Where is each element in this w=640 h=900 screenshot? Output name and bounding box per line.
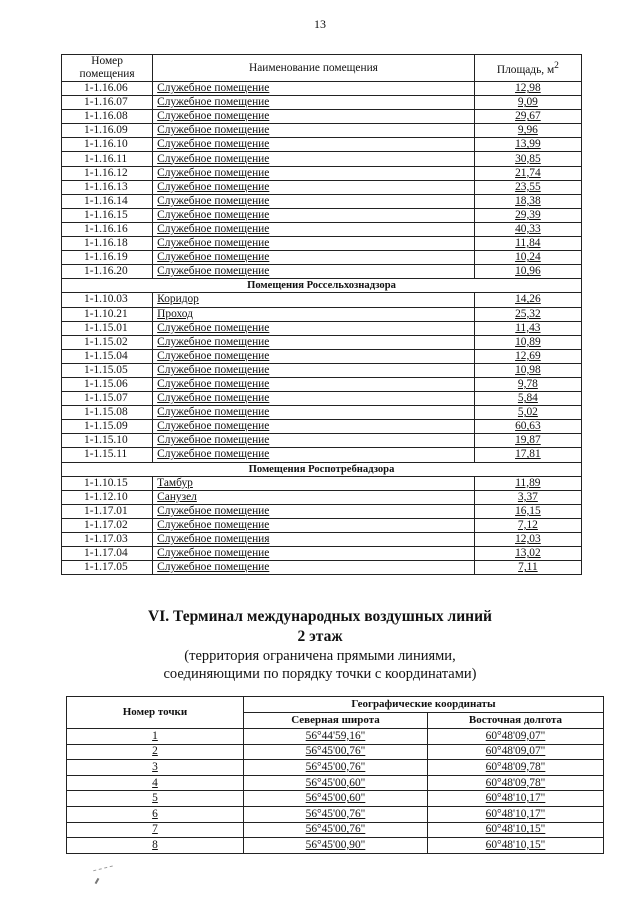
- room-number: 1-1.15.04: [62, 349, 153, 363]
- room-name: Служебное помещение: [153, 180, 475, 194]
- room-number: 1-1.10.21: [62, 307, 153, 321]
- header-room-area-label: Площадь, м: [496, 63, 555, 76]
- room-area: 23,55: [474, 180, 581, 194]
- header-room-area-sup: 2: [554, 60, 559, 71]
- rooms-table-header: [62, 55, 582, 82]
- latitude-value: 56°45'00,76": [243, 806, 427, 822]
- room-name: Служебное помещение: [153, 561, 475, 575]
- room-area: 5,02: [474, 406, 581, 420]
- room-name: Служебное помещение: [153, 434, 475, 448]
- room-number: 1-1.15.08: [62, 406, 153, 420]
- table-row: [62, 110, 582, 124]
- room-number: 1-1.17.03: [62, 533, 153, 547]
- section-description-line1: (территория ограничена прямыми линиями,: [184, 648, 456, 664]
- room-area: 13,99: [474, 138, 581, 152]
- section-floor: 2 этаж: [297, 628, 343, 645]
- table-row: [62, 96, 582, 110]
- header-latitude: Северная широта: [243, 713, 427, 729]
- header-room-number: Номер помещения: [62, 55, 153, 82]
- room-name: Служебное помещение: [153, 222, 475, 236]
- table-row: [67, 791, 604, 807]
- room-number: 1-1.16.13: [62, 180, 153, 194]
- page-number: 13: [314, 17, 326, 31]
- room-name: Служебное помещение: [153, 335, 475, 349]
- table-row: [67, 822, 604, 838]
- room-area: 18,38: [474, 194, 581, 208]
- table-row: [62, 476, 582, 490]
- room-name: Служебное помещение: [153, 237, 475, 251]
- table-row: [62, 222, 582, 236]
- latitude-value: 56°44'59,16": [243, 729, 427, 745]
- room-area: 7,12: [474, 518, 581, 532]
- room-number: 1-1.16.11: [62, 152, 153, 166]
- room-area: 11,43: [474, 321, 581, 335]
- table-row: [62, 180, 582, 194]
- room-area: 11,89: [474, 476, 581, 490]
- room-name: Служебное помещение: [153, 110, 475, 124]
- longitude-value: 60°48'10,15": [427, 838, 603, 854]
- room-number: 1-1.16.10: [62, 138, 153, 152]
- table-row: [62, 152, 582, 166]
- table-row: [67, 760, 604, 776]
- table-row: [67, 838, 604, 854]
- room-number: 1-1.17.01: [62, 504, 153, 518]
- room-name: Служебное помещение: [153, 377, 475, 391]
- pen-mark-small: [95, 878, 100, 884]
- table-row: [62, 518, 582, 532]
- section-header-row: [62, 279, 582, 293]
- table-row: [62, 448, 582, 462]
- room-area: 11,84: [474, 237, 581, 251]
- room-name: Служебное помещение: [153, 448, 475, 462]
- point-number: 6: [67, 806, 244, 822]
- room-number: 1-1.17.05: [62, 561, 153, 575]
- table-row: [62, 420, 582, 434]
- room-name: Служебное помещение: [153, 363, 475, 377]
- room-name: Служебное помещение: [153, 349, 475, 363]
- room-name: Служебное помещение: [153, 321, 475, 335]
- longitude-value: 60°48'09,07": [427, 729, 603, 745]
- room-number: 1-1.17.02: [62, 518, 153, 532]
- room-area: 40,33: [474, 222, 581, 236]
- room-number: 1-1.16.18: [62, 237, 153, 251]
- room-area: 14,26: [474, 293, 581, 307]
- section-description-line2: соединяющими по порядку точки с координатами): [163, 666, 477, 682]
- room-area: 12,69: [474, 349, 581, 363]
- table-row: [62, 490, 582, 504]
- point-number: 1: [67, 729, 244, 745]
- room-area: 7,11: [474, 561, 581, 575]
- room-number: 1-1.15.01: [62, 321, 153, 335]
- table-row: [62, 363, 582, 377]
- table-row: [62, 208, 582, 222]
- room-name: Служебное помещение: [153, 265, 475, 279]
- point-number: 7: [67, 822, 244, 838]
- room-name: Служебное помещение: [153, 166, 475, 180]
- room-name: Санузел: [153, 490, 475, 504]
- room-area: 25,32: [474, 307, 581, 321]
- latitude-value: 56°45'00,60": [243, 775, 427, 791]
- longitude-value: 60°48'10,15": [427, 822, 603, 838]
- room-number: 1-1.15.10: [62, 434, 153, 448]
- room-name: Служебное помещение: [153, 420, 475, 434]
- room-name: Служебное помещение: [153, 96, 475, 110]
- table-row: [62, 293, 582, 307]
- room-name: Служебное помещение: [153, 251, 475, 265]
- room-number: 1-1.15.06: [62, 377, 153, 391]
- room-area: 30,85: [474, 152, 581, 166]
- room-number: 1-1.10.15: [62, 476, 153, 490]
- latitude-value: 56°45'00,76": [243, 744, 427, 760]
- coordinates-table: [66, 696, 604, 854]
- room-number: 1-1.10.03: [62, 293, 153, 307]
- pen-mark: [91, 858, 113, 872]
- latitude-value: 56°45'00,60": [243, 791, 427, 807]
- table-row: [62, 547, 582, 561]
- room-number: 1-1.16.06: [62, 82, 153, 96]
- room-area: 13,02: [474, 547, 581, 561]
- latitude-value: 56°45'00,76": [243, 822, 427, 838]
- room-area: 9,09: [474, 96, 581, 110]
- room-number: 1-1.15.07: [62, 392, 153, 406]
- table-row: [62, 138, 582, 152]
- point-number: 4: [67, 775, 244, 791]
- table-row: [62, 265, 582, 279]
- room-name: Служебное помещение: [153, 138, 475, 152]
- header-room-area: [474, 55, 581, 82]
- table-row: [67, 744, 604, 760]
- longitude-value: 60°48'09,78": [427, 760, 603, 776]
- room-name: Служебное помещение: [153, 504, 475, 518]
- room-area: 9,96: [474, 124, 581, 138]
- room-number: 1-1.12.10: [62, 490, 153, 504]
- room-area: 29,67: [474, 110, 581, 124]
- longitude-value: 60°48'09,07": [427, 744, 603, 760]
- coords-header-row-1: [67, 697, 604, 713]
- table-row: [62, 82, 582, 96]
- header-longitude: Восточная долгота: [427, 713, 603, 729]
- room-name: Служебное помещение: [153, 547, 475, 561]
- room-number: 1-1.16.15: [62, 208, 153, 222]
- room-name: Служебное помещение: [153, 152, 475, 166]
- room-area: 19,87: [474, 434, 581, 448]
- room-name: Служебное помещение: [153, 406, 475, 420]
- section-header: Помещения Роспотребнадзора: [62, 462, 582, 476]
- longitude-value: 60°48'10,17": [427, 806, 603, 822]
- table-row: [62, 533, 582, 547]
- latitude-value: 56°45'00,76": [243, 760, 427, 776]
- room-area: 10,24: [474, 251, 581, 265]
- point-number: 8: [67, 838, 244, 854]
- room-number: 1-1.16.14: [62, 194, 153, 208]
- section-title: VI. Терминал международных воздушных линий: [148, 608, 492, 625]
- room-name: Служебное помещение: [153, 208, 475, 222]
- latitude-value: 56°45'00,90": [243, 838, 427, 854]
- table-row: [62, 194, 582, 208]
- header-geo-coordinates: Географические координаты: [243, 697, 603, 713]
- rooms-table-body: [62, 82, 582, 575]
- room-area: 60,63: [474, 420, 581, 434]
- room-number: 1-1.16.09: [62, 124, 153, 138]
- room-area: 12,98: [474, 82, 581, 96]
- room-number: 1-1.16.16: [62, 222, 153, 236]
- room-area: 12,03: [474, 533, 581, 547]
- table-row: [67, 806, 604, 822]
- room-area: 9,78: [474, 377, 581, 391]
- room-area: 10,96: [474, 265, 581, 279]
- table-row: [62, 377, 582, 391]
- rooms-table: [61, 54, 582, 575]
- room-area: 3,37: [474, 490, 581, 504]
- room-area: 5,84: [474, 392, 581, 406]
- room-name: Служебное помещение: [153, 518, 475, 532]
- room-name: Проход: [153, 307, 475, 321]
- table-row: [62, 251, 582, 265]
- table-row: [62, 406, 582, 420]
- header-point-number: Номер точки: [67, 697, 244, 729]
- room-name: Коридор: [153, 293, 475, 307]
- table-row: [62, 237, 582, 251]
- table-row: [62, 392, 582, 406]
- table-row: [62, 349, 582, 363]
- coordinates-table-body: [67, 729, 604, 854]
- header-room-name: Наименование помещения: [153, 55, 475, 82]
- table-row: [62, 335, 582, 349]
- section-header-row: [62, 462, 582, 476]
- room-name: Служебное помещение: [153, 392, 475, 406]
- room-number: 1-1.16.19: [62, 251, 153, 265]
- table-row: [62, 166, 582, 180]
- room-name: Тамбур: [153, 476, 475, 490]
- room-name: Служебное помещение: [153, 124, 475, 138]
- room-name: Служебное помещение: [153, 194, 475, 208]
- room-area: 17,81: [474, 448, 581, 462]
- room-number: 1-1.15.05: [62, 363, 153, 377]
- room-number: 1-1.17.04: [62, 547, 153, 561]
- section-header: Помещения Россельхознадзора: [62, 279, 582, 293]
- room-area: 29,39: [474, 208, 581, 222]
- room-number: 1-1.16.07: [62, 96, 153, 110]
- room-number: 1-1.16.12: [62, 166, 153, 180]
- room-number: 1-1.15.09: [62, 420, 153, 434]
- room-area: 10,89: [474, 335, 581, 349]
- table-row: [62, 561, 582, 575]
- room-number: 1-1.15.11: [62, 448, 153, 462]
- room-area: 16,15: [474, 504, 581, 518]
- point-number: 3: [67, 760, 244, 776]
- room-area: 10,98: [474, 363, 581, 377]
- room-area: 21,74: [474, 166, 581, 180]
- room-number: 1-1.16.08: [62, 110, 153, 124]
- point-number: 5: [67, 791, 244, 807]
- longitude-value: 60°48'09,78": [427, 775, 603, 791]
- table-row: [62, 504, 582, 518]
- room-number: 1-1.16.20: [62, 265, 153, 279]
- room-name: Служебное помещения: [153, 533, 475, 547]
- table-row: [67, 775, 604, 791]
- table-row: [62, 307, 582, 321]
- point-number: 2: [67, 744, 244, 760]
- table-row: [62, 321, 582, 335]
- longitude-value: 60°48'10,17": [427, 791, 603, 807]
- table-row: [62, 434, 582, 448]
- table-row: [67, 729, 604, 745]
- room-name: Служебное помещение: [153, 82, 475, 96]
- room-number: 1-1.15.02: [62, 335, 153, 349]
- table-row: [62, 124, 582, 138]
